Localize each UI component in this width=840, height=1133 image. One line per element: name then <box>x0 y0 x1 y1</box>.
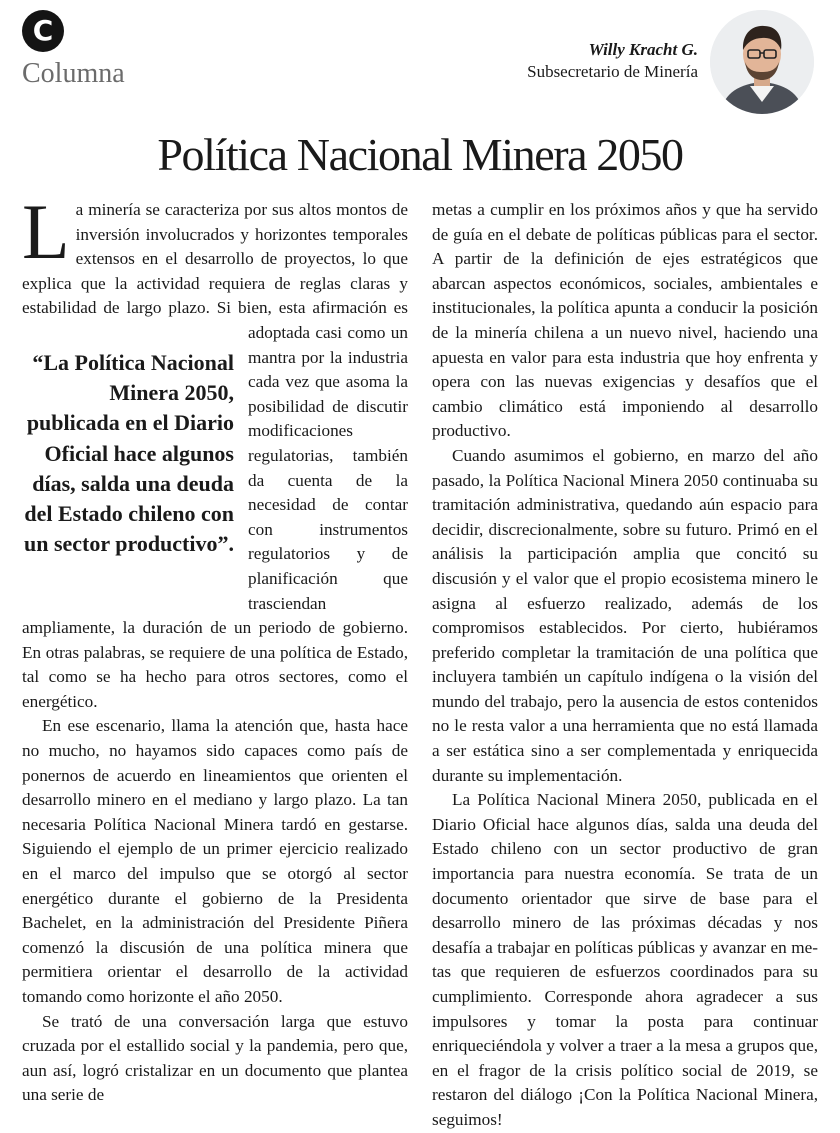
article-headline: Política Nacional Minera 2050 <box>157 129 683 180</box>
paragraph: En ese escenario, llama la atención que, hasta hace no mucho, no hayamos sido capaces como país de ponernos de acuerdo en lineamientos que orienten el desarrollo minero en el mediano y largo plazo. La tan necesaria Política Nacional Minera tardó en gestarse. Siguiendo el ejemplo de un primer ejercicio realizado en el marco del impulso que se otorgó al sector energético durante el gobierno de la Presidenta Bachelet, en la administración del Presidente Piñera comenzó la discusión de una política minera que permitiera orientar el desarrollo de la actividad tomando como horizonte el año 2050. <box>22 716 408 1006</box>
author-photo <box>710 10 814 114</box>
paragraph: a minería se caracteriza por sus altos montos de inversión involucrados y horizontes temporales extensos en el desarrollo de proyectos, lo que explica que la actividad requiera de reglas claras y estabilidad de largo plazo. Si bien, esta afirmación es adoptada casi como un mantra por la industria cada vez que asoma la posibilidad de discutir modificaciones regulatorias, también da cuenta de la necesidad de contar con instrumentos regulatorios y de planificación que trasciendan ampliamente, la duración de un periodo de gobierno. En otras palabras, se requiere de una política de Estado, tal como se ha hecho para otros sectores, como el energético. <box>22 200 408 711</box>
paragraph: Se trató de una conversación larga que estuvo cruzada por el estallido social y la pandemia, pero que, aun así, logró cristalizar en un documento que plantea una serie de <box>22 1011 408 1105</box>
article-column-right <box>432 198 818 1133</box>
author-role: Subsecretario de Minería <box>527 62 698 81</box>
pull-quote: “La Política Nacional Minera 2050, publicada en el Diario Oficial hace algunos días, salda una deuda del Estado chileno con un sector productivo”. <box>23 350 234 557</box>
section-label: Columna <box>22 58 125 89</box>
author-portrait-icon <box>710 10 814 114</box>
author-name: Willy Kracht G. <box>588 40 698 59</box>
paragraph: metas a cumplir en los próximos años y que ha servido de guía en el debate de políticas públicas para el sector. A partir de la definición de ejes estratégicos que abarcan aspectos económicos, sociales, ambientales e institucionales, la política apunta a conducir la posición de la minería chilena a un nuevo nivel, haciendo una apuesta en valor para esta industria que hoy enfrenta y opera con las nuevas exigencias y desafíos que el cambio climático está imponiendo al desarrollo productivo. <box>432 200 818 441</box>
paragraph: Cuando asumimos el gobierno, en marzo del año pasado, la Política Nacional Minera 2050 continuaba su tramitación administrativa, quedando aún espacio para decidir, discrecionalmente, sobre su futuro. Primó en el análisis la participación amplia que concitó su discusión y el valor que el propio ecosistema minero le asigna al esfuerzo realizado, además de los compromisos establecidos. Por cierto, hubiéramos preferido completar la tramitación de una política que incluyera también un capítulo indígena o la visión del mundo del trabajo, pero la ausencia de estos contenidos no le resta valor a una herramienta que no está llamada a ser estática sino a ser complementada y enriquecida durante su implementación. <box>432 445 818 785</box>
paragraph: La Política Nacional Minera 2050, publicada en el Diario Oficial hace algunos días, salda una deuda del Estado chileno con un sector productivo de gran importancia para nuestra economía. Se trata de un documento orientador que sirve de base para el desarrollo minero de las próximas décadas y nos desafía a trabajar en políticas públicas y avanzar en metas que requieren de esfuerzos coordinados para su cumplimiento. Corresponde ahora agradecer a sus impulsores y tomar la posta para continuar enriqueciéndola y volver a traer a la mesa a grupos que, en el fragor de la crisis político social de 2019, se restaron del diálogo ¡Con la Política Nacional Minera, seguimos! <box>432 790 818 1129</box>
article-column-left <box>22 188 408 1108</box>
drop-cap: L <box>22 188 70 275</box>
column-logo: C <box>22 10 64 52</box>
